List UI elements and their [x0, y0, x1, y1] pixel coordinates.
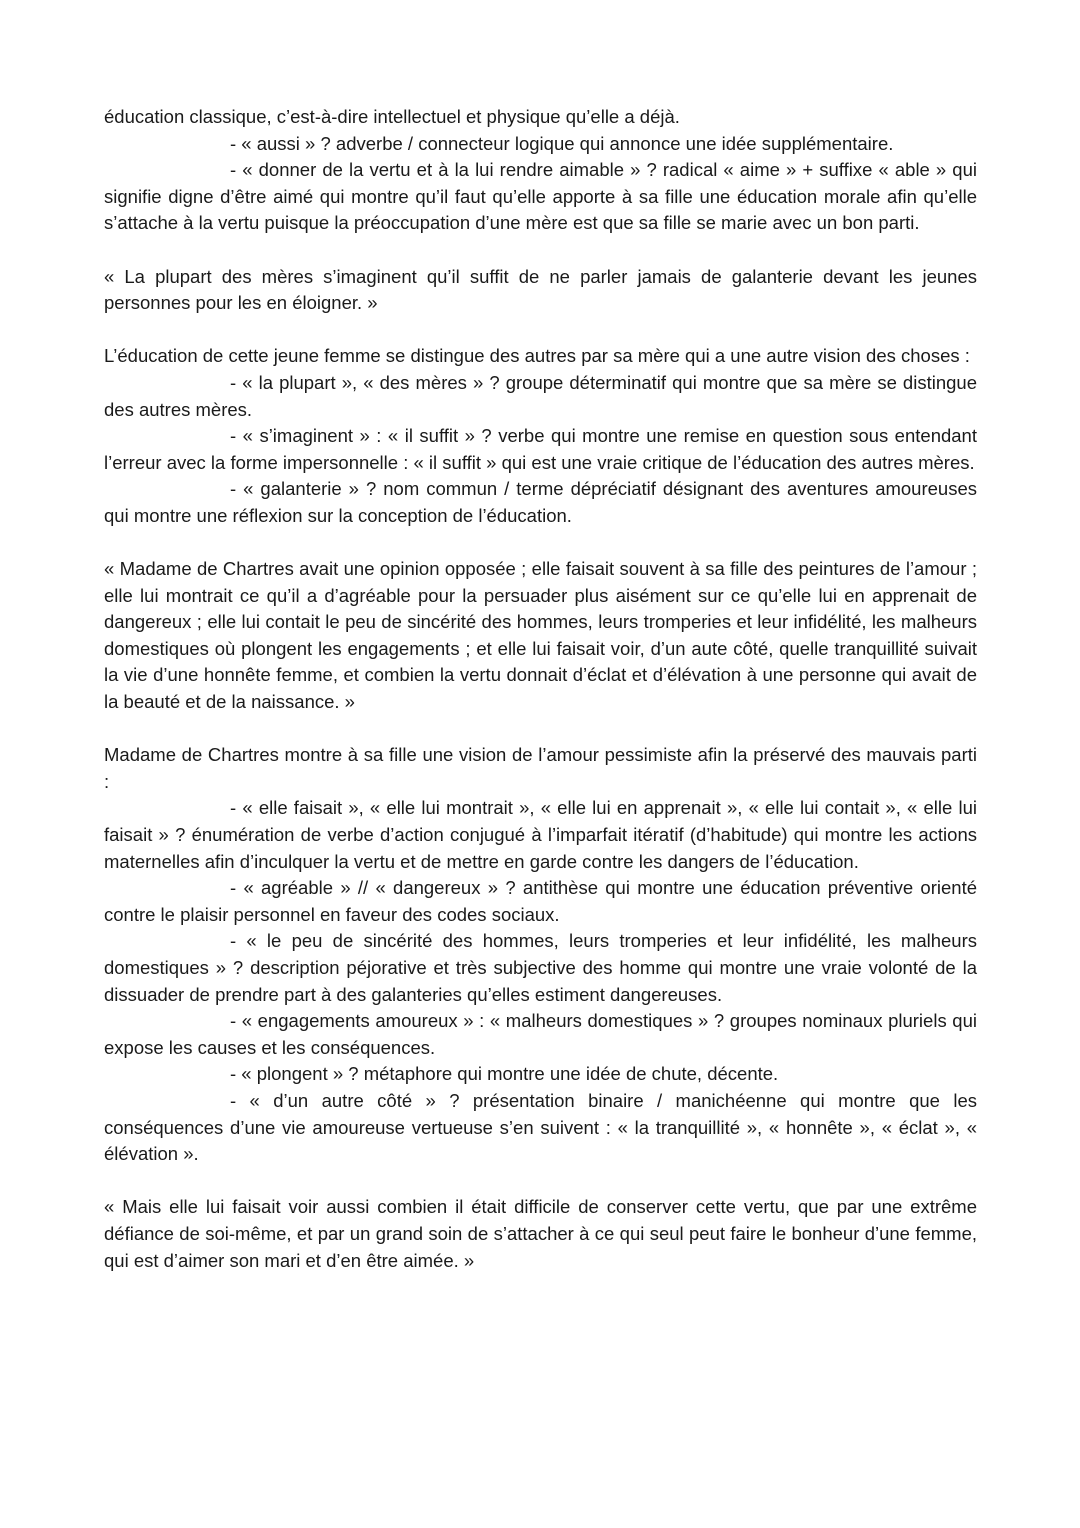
intro-bullet-aimable: - « donner de la vertu et à la lui rendre aimable » ? radical « aime » + suffixe « able » qui signifie digne d’être aimé qui montre qu’il faut qu’elle apporte à sa fille une éducation morale afin qu’elle s’attache à la vertu puisque la préoccupation d’une mère est que sa fille se marie avec un bon parti. — [104, 159, 977, 234]
analysis-vision-pessimiste: Madame de Chartres montre à sa fille une vision de l’amour pessimiste afin la préservé des mauvais parti : — [104, 744, 977, 792]
paragraph-gap — [104, 530, 977, 557]
bullet-galanterie: - « galanterie » ? nom commun / terme dépréciatif désignant des aventures amoureuses qui montre une réflexion sur la conception de l’éducation. — [104, 478, 977, 526]
bullet-s-imaginent: - « s’imaginent » : « il suffit » ? verbe qui montre une remise en question sous entendant l’erreur avec la forme impersonnelle : « il suffit » qui est une vraie critique de l’éducation des autres mères. — [104, 425, 977, 473]
paragraph-gap — [104, 237, 977, 264]
analysis-education-distinction: L’éducation de cette jeune femme se distingue des autres par sa mère qui a une autre vision des choses : — [104, 345, 970, 367]
paragraph-gap — [104, 317, 977, 344]
bullet-autre-cote: - « d’un autre côté » ? présentation binaire / manichéenne qui montre que les conséquences d’une vie amoureuse vertueuse s’en suivent : « la tranquillité », « honnête », « éclat », « élévation ». — [104, 1089, 977, 1165]
bullet-la-plupart: - « la plupart », « des mères » ? groupe déterminatif qui montre que sa mère se distingue des autres mères. — [104, 371, 977, 420]
intro-bullet-aussi: - « aussi » ? adverbe / connecteur logique qui annonce une idée supplémentaire. — [230, 132, 894, 154]
quote-conserver-vertu: « Mais elle lui faisait voir aussi combien il était difficile de conserver cette vertu, que par une extrême défiance de soi-même, et par un grand soin de s’attacher à ce qui seul peut faire le bonheur d’une femme, qui est d’aimer son mari et d’en être aimée. » — [104, 1196, 977, 1271]
bullet-groupes-nominaux: - « engagements amoureux » : « malheurs domestiques » ? groupes nominaux pluriels qui expose les causes et les conséquences. — [104, 1010, 977, 1058]
paragraph-gap — [104, 1168, 977, 1195]
quote-madame-de-chartres: « Madame de Chartres avait une opinion opposée ; elle faisait souvent à sa fille des peintures de l’amour ; elle lui montrait ce qu’il a d’agréable pour la persuader plus aisément sur ce qu’elle lui en apprenait de dangereux ; elle lui contait le peu de sincérité des hommes, leurs tromperies et leur infidélité, les malheurs domestiques où plongent les engagements ; et elle lui faisait voir, d’un aute côté, quelle tranquillité suivait la vie d’une honnête femme, et combien la vertu donnait d’éclat et d’élévation à une personne qui avait de la beauté et de la naissance. » — [104, 558, 977, 713]
bullet-description-pejorative: - « le peu de sincérité des hommes, leurs tromperies et leur infidélité, les malheurs domestiques » ? description péjorative et très subjective des homme qui montre une vraie volonté de la dissuader de prendre part à des galanteries qu’elles estiment dangereuses. — [104, 930, 977, 1005]
document-page — [104, 104, 977, 1274]
quote-plupart-des-meres: « La plupart des mères s’imaginent qu’il suffit de ne parler jamais de galanterie devant les jeunes personnes pour les en éloigner. » — [104, 265, 977, 314]
bullet-plongent: - « plongent » ? métaphore qui montre une idée de chute, décente. — [230, 1063, 779, 1085]
intro-line: éducation classique, c’est-à-dire intellectuel et physique qu’elle a déjà. — [104, 106, 680, 127]
bullet-antithese: - « agréable » // « dangereux » ? antithèse qui montre une éducation préventive orienté contre le plaisir personnel en faveur des codes sociaux. — [104, 877, 977, 925]
bullet-enumeration-verbes: - « elle faisait », « elle lui montrait », « elle lui en apprenait », « elle lui contait », « elle lui faisait » ? énumération de verbe d’action conjugué à l’imparfait itératif (d’habitude) qui montre les actions maternelles afin d’inculquer la vertu et de mettre en garde contre les dangers de l’éducation. — [104, 797, 977, 872]
paragraph-gap — [104, 716, 977, 743]
